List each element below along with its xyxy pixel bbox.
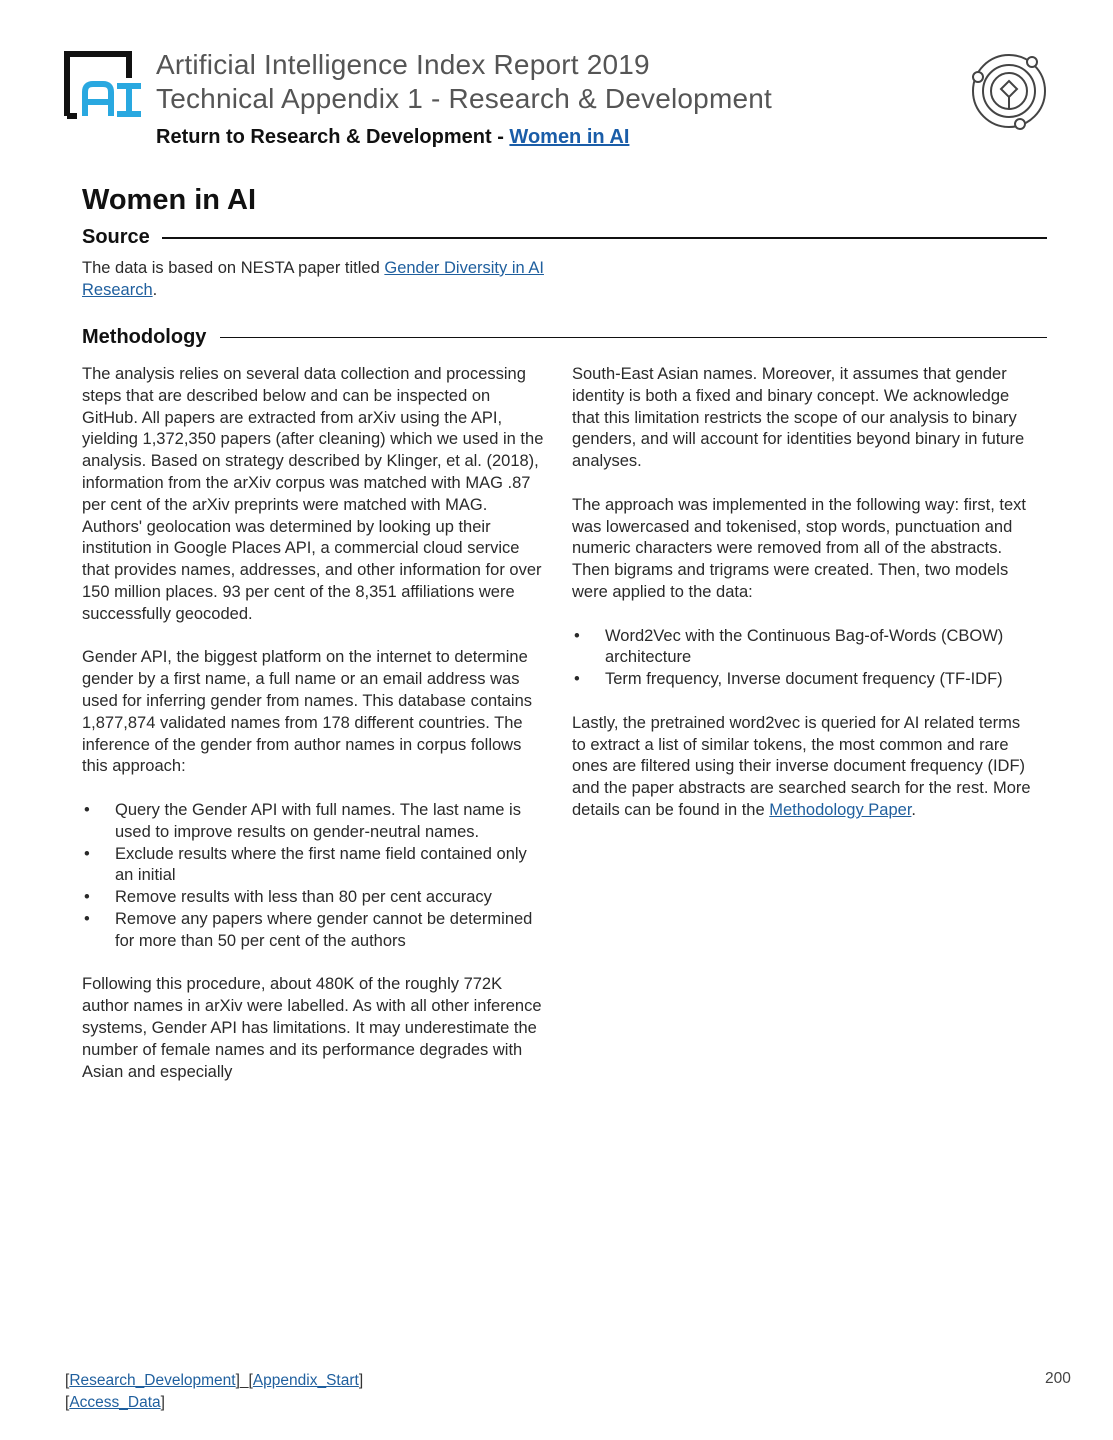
page-title: Women in AI <box>82 184 256 216</box>
orbit-diamond-icon <box>968 50 1050 132</box>
paragraph: Gender API, the biggest platform on the internet to determine gender by a first name, a full name or an email address was used for inferring gender from names. This database contains 1,877,874 validated names from 178 different countries. The inference of the gender from author names in corpus follows this approach: <box>82 648 533 776</box>
list-item-text: Remove results with less than 80 per cent accuracy <box>115 888 492 907</box>
return-prefix: Return to Research & Development - <box>156 126 510 148</box>
bullet-icon: • <box>84 888 90 907</box>
gender-inference-steps-list <box>82 800 547 953</box>
list-item-text: Query the Gender API with full names. The last name is used to improve results on gender-neutral names. <box>115 800 521 841</box>
list-item <box>82 909 547 953</box>
list-item <box>572 669 1037 691</box>
methodology-right-column <box>572 364 1037 844</box>
paragraph: The approach was implemented in the following way: first, text was lowercased and tokenised, stop words, punctuation and numeric characters were removed from all of the abstracts. Then bigrams and trigrams were created. Then, two models were applied to the data: <box>572 495 1026 601</box>
paragraph-text: Lastly, the pretrained word2vec is queried for AI related terms to extract a list of similar tokens, the most common and rare ones are filtered using their inverse document frequency (IDF) and the paper abstracts are searched search for the rest. More details can be found in the <box>572 713 1031 819</box>
appendix-title: Technical Appendix 1 - Research & Development <box>156 83 773 114</box>
appendix-start-link[interactable]: Appendix_Start <box>252 1372 359 1389</box>
methodology-heading: Methodology <box>82 326 207 348</box>
footer-nav <box>65 1370 363 1414</box>
page-number: 200 <box>1045 1370 1071 1387</box>
source-heading: Source <box>82 226 150 248</box>
section-divider <box>220 337 1047 339</box>
paragraph: Following this procedure, about 480K of the roughly 772K author names in arXiv were labelled. As with all other inference systems, Gender API has limitations. It may underestimate the number of female names and its performance degrades with Asian and especially <box>82 975 542 1081</box>
paragraph <box>572 713 1037 822</box>
methodology-section-header <box>82 326 1047 349</box>
list-item-text: Word2Vec with the Continuous Bag-of-Words (CBOW) architecture <box>605 626 1004 667</box>
section-divider <box>162 237 1047 239</box>
access-data-link[interactable]: Access_Data <box>69 1394 161 1411</box>
women-in-ai-link[interactable]: Women in AI <box>509 126 630 148</box>
source-text-prefix: The data is based on NESTA paper titled <box>82 259 385 277</box>
bullet-icon: • <box>574 670 580 689</box>
bullet-icon: • <box>84 844 90 863</box>
list-item-text: Exclude results where the first name field contained only an initial <box>115 844 527 885</box>
paragraph-suffix: . <box>911 800 917 819</box>
gender-diversity-paper-link[interactable]: Gender Diversity in AI Research <box>82 259 544 299</box>
methodology-paper-link[interactable]: Methodology Paper <box>769 800 912 819</box>
list-item-text: Remove any papers where gender cannot be determined for more than 50 per cent of the authors <box>115 909 533 950</box>
bullet-icon: • <box>84 909 90 928</box>
return-line <box>156 126 629 149</box>
footer-line-2: [Access_Data] <box>65 1394 165 1411</box>
footer-line-1: [Research_Development]_[Appendix_Start] <box>65 1372 364 1389</box>
source-text-suffix: . <box>152 281 158 299</box>
ai-index-logo-icon <box>63 50 143 120</box>
paragraph: South-East Asian names. Moreover, it assumes that gender identity is both a fixed and binary concept. We acknowledge that this limitation restricts the scope of our analysis to binary genders, and will account for identities beyond binary in future analyses. <box>572 365 1025 471</box>
list-item <box>82 887 547 909</box>
report-title: Artificial Intelligence Index Report 2019 <box>156 49 650 80</box>
models-list <box>572 626 1037 691</box>
list-item <box>572 626 1037 670</box>
paragraph: The analysis relies on several data collection and processing steps that are described below and can be inspected on GitHub. All papers are extracted from arXiv using the API, yielding 1,372,350 papers (after cleaning) which we used in the analysis. Based on strategy described by Klinger, et al. (2018), information from the arXiv corpus was matched with MAG .87 per cent of the arXiv preprints were matched with MAG. Authors' geolocation was determined by looking up their institution in Google Places API, a commercial cloud service that provides names, addresses, and other information for over 150 million places. 93 per cent of the 8,351 affiliations were successfully geocoded. <box>82 365 544 623</box>
research-development-link[interactable]: Research_Development <box>69 1372 236 1389</box>
bullet-icon: • <box>84 800 90 819</box>
list-item-text: Term frequency, Inverse document frequency (TF-IDF) <box>605 670 1003 689</box>
source-text <box>82 257 552 301</box>
bullet-icon: • <box>574 626 580 645</box>
methodology-left-column <box>82 364 547 1105</box>
list-item <box>82 800 547 844</box>
source-section-header <box>82 226 1047 249</box>
list-item <box>82 844 547 888</box>
